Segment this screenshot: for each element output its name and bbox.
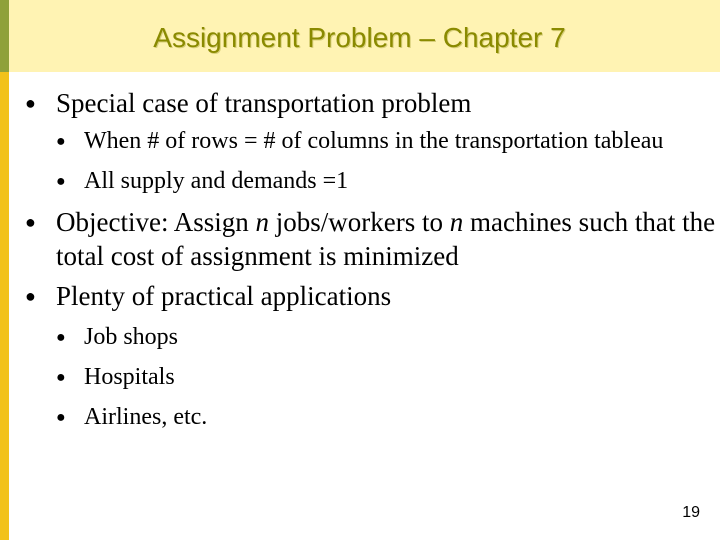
slide-body xyxy=(22,86,717,433)
sub-bullet-text: When # of rows = # of columns in the transportation tableau xyxy=(84,128,664,154)
bullet-dot-icon: ● xyxy=(56,409,66,426)
bullet-dot-icon: ● xyxy=(56,133,66,150)
bullet-dot-icon: ● xyxy=(25,212,36,232)
bullet-text: Special case of transportation problem xyxy=(56,88,472,118)
sub-bullet-supply-demand xyxy=(56,166,717,197)
slide-title: Assignment Problem – Chapter 7 xyxy=(153,22,566,53)
bullet-dot-icon: ● xyxy=(56,369,66,386)
sub-bullet-rows-columns xyxy=(56,126,717,157)
sub-bullet-text: Job shops xyxy=(84,324,179,350)
sub-bullet-text: Hospitals xyxy=(84,364,175,390)
bullet-dot-icon: ● xyxy=(56,173,66,190)
bullet-objective xyxy=(22,205,717,273)
sub-bullet-job-shops xyxy=(56,322,717,353)
bullet-text: Plenty of practical applications xyxy=(56,281,392,311)
bullet-dot-icon: ● xyxy=(56,329,66,346)
bullet-dot-icon: ● xyxy=(25,286,36,306)
bullet-applications xyxy=(22,279,717,313)
bullet-text: Objective: Assign n jobs/workers to n machines such that the total cost of assignment is minimized xyxy=(56,207,716,271)
sub-bullet-text: All supply and demands =1 xyxy=(84,168,349,194)
sub-bullet-text: Airlines, etc. xyxy=(84,404,208,430)
title-band xyxy=(9,0,720,72)
sub-bullet-hospitals xyxy=(56,362,717,393)
left-accent-bar-top xyxy=(0,0,9,72)
sub-bullet-airlines xyxy=(56,402,717,433)
page-number: 19 xyxy=(682,504,700,521)
left-accent-bar-bottom xyxy=(0,72,9,540)
bullet-special-case xyxy=(22,86,717,120)
bullet-dot-icon: ● xyxy=(25,93,36,113)
